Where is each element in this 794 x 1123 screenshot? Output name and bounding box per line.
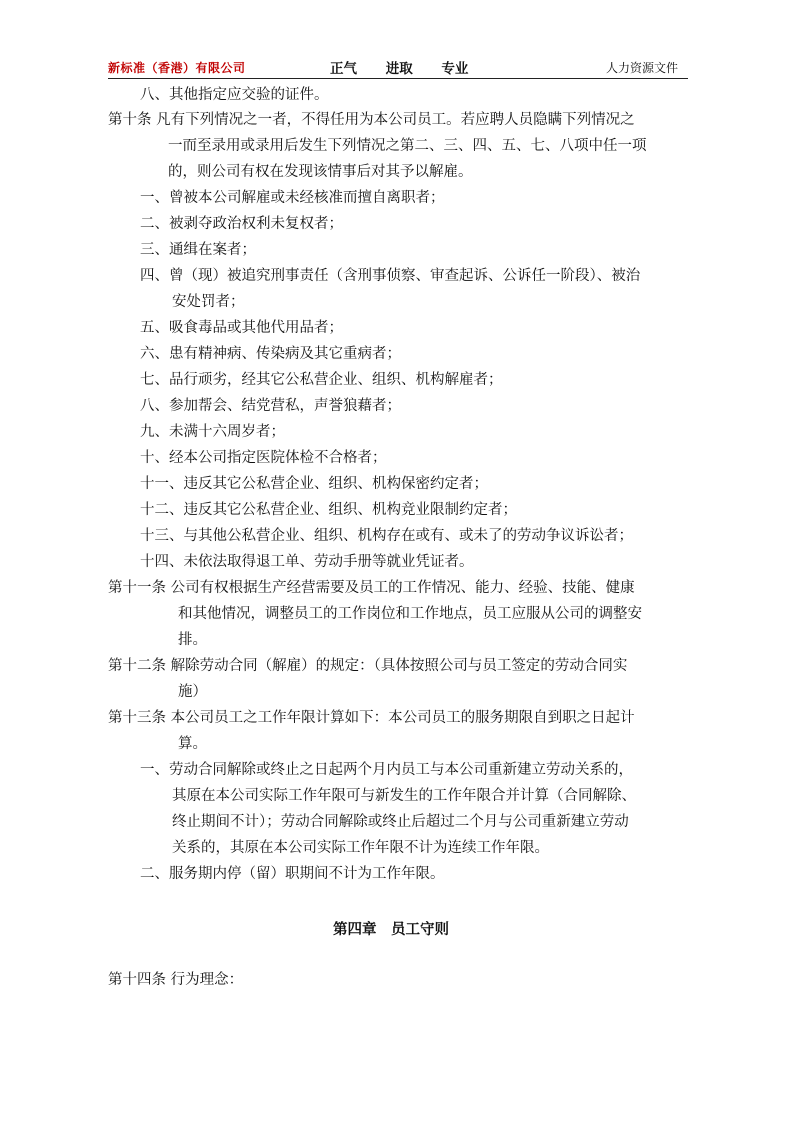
list-item: 八、参加帮会、结党营私，声誉狼藉者； [140, 398, 401, 414]
article-12-line-2: 施） [178, 684, 207, 700]
article-10-line-3: 的，则公司有权在发现该情事后对其予以解雇。 [168, 164, 473, 180]
article-11-line-3: 排。 [178, 632, 207, 648]
article-11-line-2: 和其他情况，调整员工的工作岗位和工作地点，员工应服从公司的调整安 [178, 606, 642, 622]
slogan-word-2: 进取 [385, 61, 413, 77]
article-10-line-1: 第十条 凡有下列情况之一者，不得任用为本公司员工。若应聘人员隐瞒下列情况之 [108, 112, 635, 128]
article-13-line-2: 算。 [178, 736, 207, 752]
list-item: 二、被剥夺政治权利未复权者； [140, 216, 343, 232]
list-item-continued: 其原在本公司实际工作年限可与新发生的工作年限合并计算（合同解除、 [172, 788, 636, 804]
list-item-continued: 关系的，其原在本公司实际工作年限不计为连续工作年限。 [172, 840, 549, 856]
list-item: 四、曾（现）被追究刑事责任（含刑事侦察、审查起诉、公诉任一阶段）、被治 [140, 268, 641, 284]
article-12-line-1: 第十二条 解除劳动合同（解雇）的规定：（具体按照公司与员工签定的劳动合同实 [108, 658, 628, 674]
list-item: 一、曾被本公司解雇或未经核准而擅自离职者； [140, 190, 445, 206]
document-type: 人力资源文件 [605, 61, 678, 75]
company-slogan [330, 57, 482, 77]
list-item: 十四、未依法取得退工单、劳动手册等就业凭证者。 [140, 554, 474, 570]
article-14-line-1: 第十四条 行为理念： [108, 972, 244, 988]
list-item-continued: 终止期间不计）；劳动合同解除或终止后超过二个月与公司重新建立劳动 [172, 814, 629, 830]
page-header [108, 56, 688, 79]
text-line: 八、其他指定应交验的证件。 [140, 87, 329, 103]
list-item: 一、劳动合同解除或终止之日起两个月内员工与本公司重新建立劳动关系的， [140, 762, 633, 778]
article-11-line-1: 第十一条 公司有权根据生产经营需要及员工的工作情况、能力、经验、技能、健康 [108, 580, 635, 596]
company-name: 新标准（香港）有限公司 [108, 61, 246, 75]
list-item: 五、吸食毒品或其他代用品者； [140, 320, 343, 336]
list-item: 十一、违反其它公私营企业、组织、机构保密约定者； [140, 476, 488, 492]
list-item-continued: 安处罚者； [172, 294, 245, 310]
list-item: 十三、与其他公私营企业、组织、机构存在或有、或未了的劳动争议诉讼者； [140, 528, 633, 544]
list-item: 六、患有精神病、传染病及其它重病者； [140, 346, 401, 362]
list-item: 二、服务期内停（留）职期间不计为工作年限。 [140, 866, 445, 882]
chapter-heading: 第四章 员工守则 [333, 922, 449, 938]
list-item: 十、经本公司指定医院体检不合格者； [140, 450, 387, 466]
list-item: 三、通缉在案者； [140, 242, 256, 258]
list-item: 十二、违反其它公私营企业、组织、机构竞业限制约定者； [140, 502, 517, 518]
list-item: 九、未满十六周岁者； [140, 424, 285, 440]
article-13-line-1: 第十三条 本公司员工之工作年限计算如下：本公司员工的服务期限自到职之日起计 [108, 710, 635, 726]
article-10-line-2: 一而至录用或录用后发生下列情况之第二、三、四、五、七、八项中任一项 [168, 138, 647, 154]
slogan-word-3: 专业 [441, 61, 469, 77]
slogan-word-1: 正气 [330, 61, 357, 77]
list-item: 七、品行顽劣，经其它公私营企业、组织、机构解雇者； [140, 372, 503, 388]
